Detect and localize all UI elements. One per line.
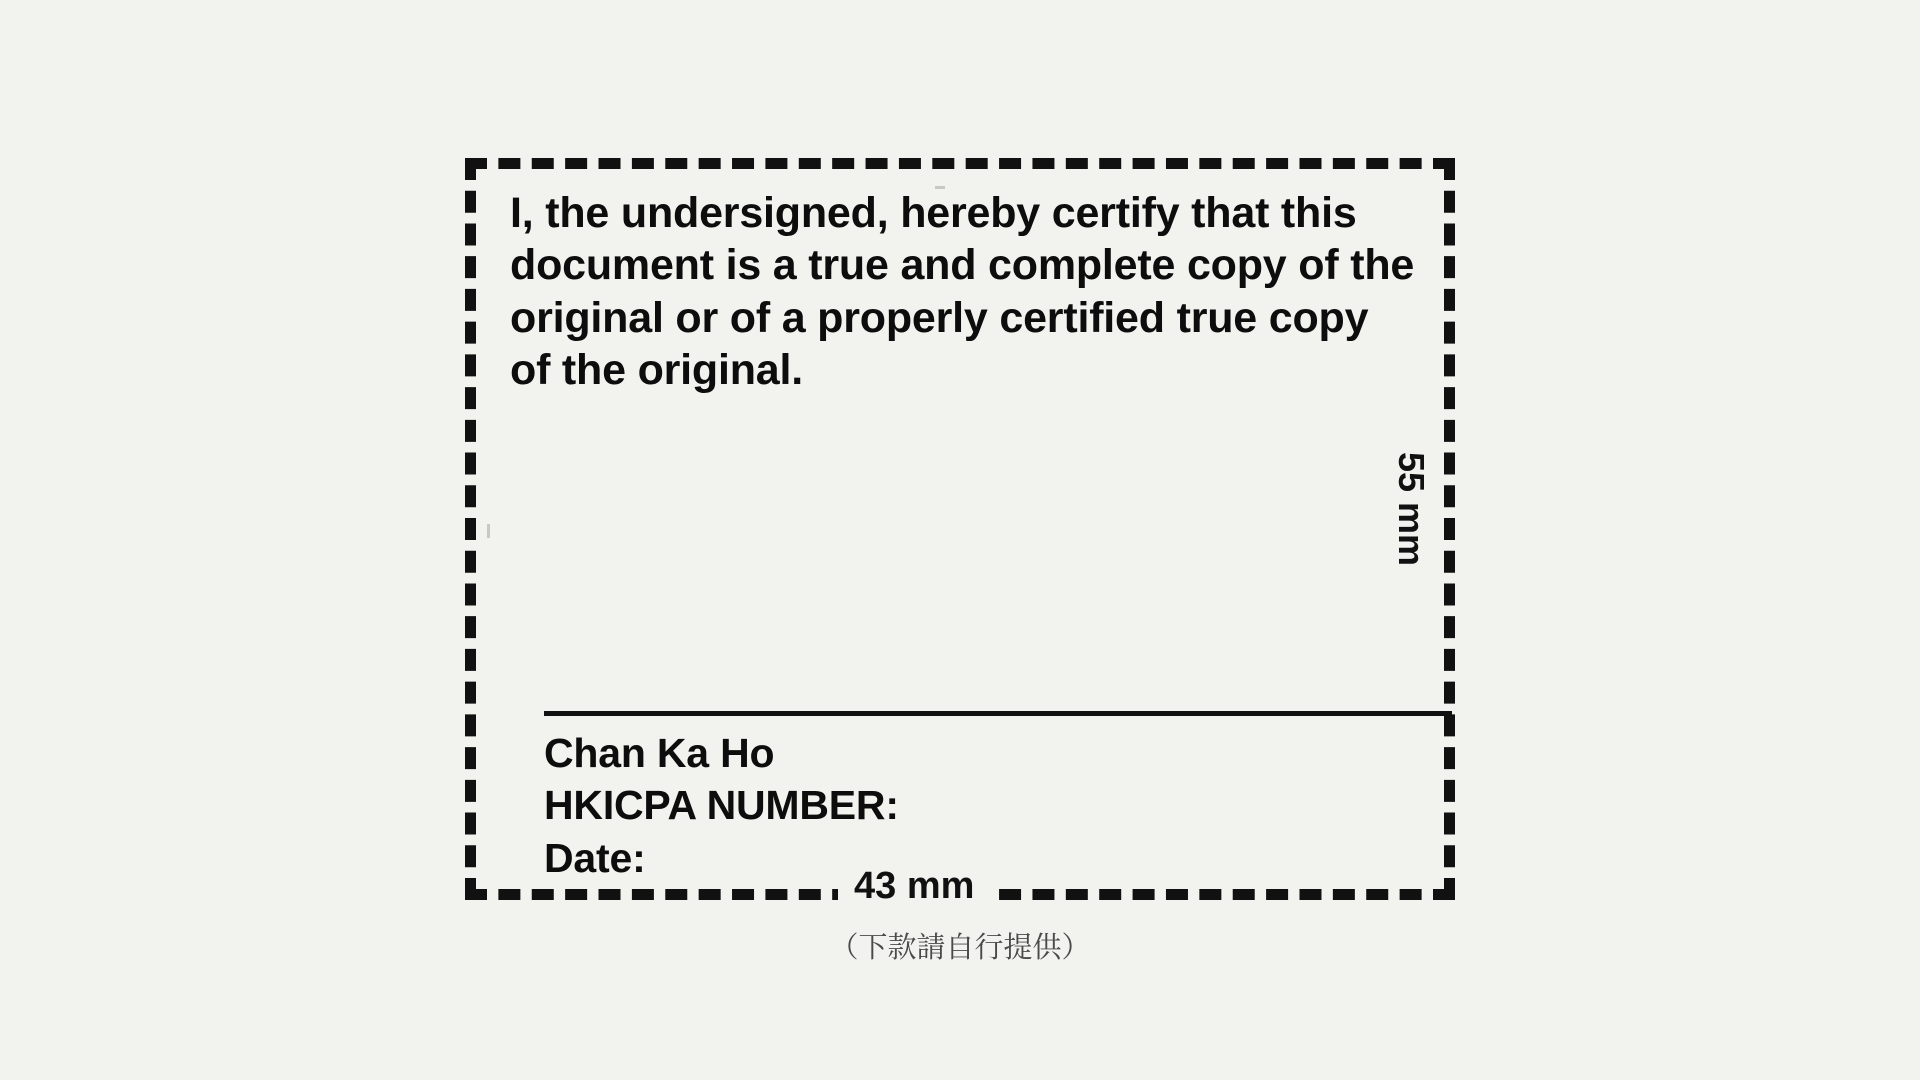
- dimension-width-label: 43 mm: [838, 865, 990, 908]
- date-label: Date:: [544, 834, 646, 881]
- caption-note: （下款請自行提供）: [829, 930, 1091, 964]
- faint-mark-top: [935, 186, 945, 189]
- dimension-height-label: 55 mm: [1391, 452, 1432, 567]
- stamp-outline: [465, 158, 1455, 900]
- signature-line: [544, 711, 1452, 716]
- stamp-content: [510, 187, 1416, 879]
- hkicpa-number-label: HKICPA NUMBER:: [544, 782, 899, 829]
- certification-text: I, the undersigned, hereby certify that this document is a true and complete copy of the original or of a properly certified true copy of the original.: [510, 189, 1415, 395]
- faint-mark-left: [487, 524, 490, 538]
- signatory-name: Chan Ka Ho: [544, 730, 775, 776]
- signature-block: [544, 727, 1464, 884]
